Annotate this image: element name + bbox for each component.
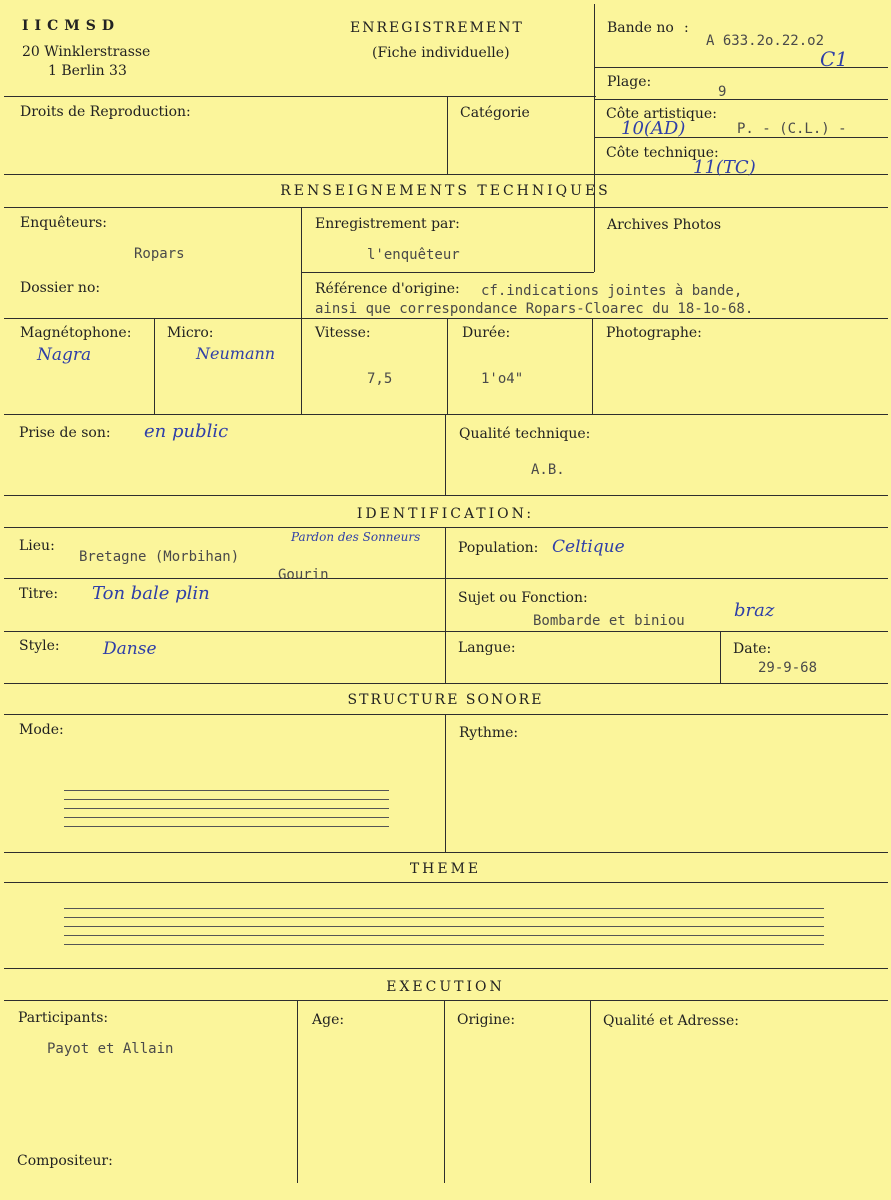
bande-value: A 633.2o.22.o2 [706, 33, 825, 49]
rule [302, 272, 594, 273]
staff-line [64, 808, 389, 809]
form-subtitle: (Fiche individuelle) [372, 45, 510, 61]
bande-label: Bande no [607, 20, 674, 36]
rule [4, 852, 888, 853]
address-line: 1 Berlin 33 [48, 63, 127, 79]
titre-label: Titre: [19, 586, 59, 602]
magnetophone-handwritten: Nagra [37, 345, 92, 365]
langue-label: Langue: [458, 640, 516, 656]
plage-label: Plage: [607, 74, 652, 90]
categorie-label: Catégorie [460, 105, 530, 121]
rythme-label: Rythme: [459, 725, 519, 741]
section-title-technique: RENSEIGNEMENTS TECHNIQUES [280, 183, 611, 199]
lieu-handwritten: Pardon des Sonneurs [291, 530, 421, 544]
staff-line [64, 917, 824, 918]
section-title-theme: THEME [409, 861, 482, 877]
prise-handwritten: en public [144, 421, 229, 442]
date-label: Date: [733, 641, 772, 657]
enregistrement-label: Enregistrement par: [315, 216, 460, 232]
rule [4, 631, 888, 632]
rule [4, 882, 888, 883]
rule [4, 578, 888, 579]
lieu-label: Lieu: [19, 538, 55, 554]
staff-line [64, 935, 824, 936]
rule [4, 683, 888, 684]
reference-line: cf.indications jointes à bande, [481, 283, 743, 299]
institute-logo: IICMSD [22, 18, 120, 34]
compositeur-label: Compositeur: [17, 1153, 113, 1169]
qualite-value: A.B. [531, 462, 565, 478]
style-label: Style: [19, 638, 60, 654]
rule [720, 631, 721, 683]
population-handwritten: Celtique [552, 537, 625, 557]
sujet-handwritten: braz [734, 600, 775, 621]
rule [4, 968, 888, 969]
date-value: 29-9-68 [758, 660, 818, 676]
prise-label: Prise de son: [19, 425, 111, 441]
vitesse-value: 7,5 [367, 371, 393, 387]
duree-label: Durée: [462, 325, 511, 341]
rule [4, 318, 888, 319]
staff-line [64, 799, 389, 800]
micro-label: Micro: [167, 325, 214, 341]
dossier-label: Dossier no: [20, 280, 101, 296]
mode-label: Mode: [19, 722, 64, 738]
rule [444, 1000, 445, 1183]
rule [447, 318, 448, 414]
rule [445, 527, 446, 683]
enregistrement-value: l'enquêteur [367, 247, 460, 263]
staff-line [64, 826, 389, 827]
reference-line: ainsi que correspondance Ropars-Cloarec du 18-1o-68. [315, 301, 754, 317]
section-title-identification: IDENTIFICATION: [356, 506, 535, 522]
cote-artistique-label: Côte artistique: [606, 106, 717, 122]
sujet-value: Bombarde et biniou [533, 613, 685, 629]
style-handwritten: Danse [103, 639, 157, 659]
rule [297, 1000, 298, 1183]
origine-label: Origine: [457, 1012, 516, 1028]
sujet-label: Sujet ou Fonction: [458, 590, 588, 606]
address-line: 20 Winklerstrasse [22, 44, 151, 60]
droits-label: Droits de Reproduction: [20, 104, 191, 120]
archives-label: Archives Photos [607, 217, 722, 233]
rule [4, 527, 888, 528]
cote-artistique-value: P. - (C.L.) - [737, 121, 847, 137]
staff-line [64, 817, 389, 818]
section-title-structure: STRUCTURE SONORE [347, 692, 544, 708]
rule [594, 207, 595, 272]
rule [4, 714, 888, 715]
cote-technique-label: Côte technique: [606, 145, 719, 161]
enqueteurs-value: Ropars [134, 246, 185, 262]
qualite-adresse-label: Qualité et Adresse: [603, 1013, 739, 1029]
photographe-label: Photographe: [606, 325, 702, 341]
rule [154, 318, 155, 414]
participants-label: Participants: [18, 1010, 109, 1026]
bande-colon: : [684, 20, 689, 36]
titre-handwritten: Ton bale plin [92, 583, 210, 604]
magnetophone-label: Magnétophone: [20, 325, 132, 341]
lieu-value: Gourin [278, 567, 329, 583]
staff-line [64, 926, 824, 927]
rule [4, 495, 888, 496]
age-label: Age: [312, 1012, 345, 1028]
rule [595, 99, 888, 100]
staff-line [64, 944, 824, 945]
rule [445, 714, 446, 852]
rule [445, 414, 446, 495]
staff-line [64, 790, 389, 791]
qualite-label: Qualité technique: [459, 426, 591, 442]
form-title: ENREGISTREMENT [350, 20, 524, 36]
rule [4, 207, 888, 208]
participants-value: Payot et Allain [47, 1041, 174, 1057]
cote-artistique-handwritten: 10(AD) [621, 118, 686, 139]
staff-line [64, 908, 824, 909]
reference-label: Référence d'origine: [315, 281, 460, 297]
rule [447, 96, 448, 174]
population-label: Population: [458, 540, 539, 556]
duree-value: 1'o4" [481, 371, 524, 387]
rule [4, 1000, 888, 1001]
rule [592, 318, 593, 414]
rule [590, 1000, 591, 1183]
lieu-value: Bretagne (Morbihan) [79, 549, 240, 565]
rule [4, 414, 888, 415]
rule [301, 207, 302, 414]
section-title-execution: EXECUTION [386, 979, 505, 995]
vitesse-label: Vitesse: [315, 325, 371, 341]
rule [4, 96, 596, 97]
rule [594, 4, 595, 207]
micro-handwritten: Neumann [196, 344, 276, 363]
cote-technique-handwritten: 11(TC) [693, 157, 756, 178]
bande-handwritten: C1 [820, 47, 849, 71]
enqueteurs-label: Enquêteurs: [20, 215, 108, 231]
plage-value: 9 [718, 84, 727, 100]
